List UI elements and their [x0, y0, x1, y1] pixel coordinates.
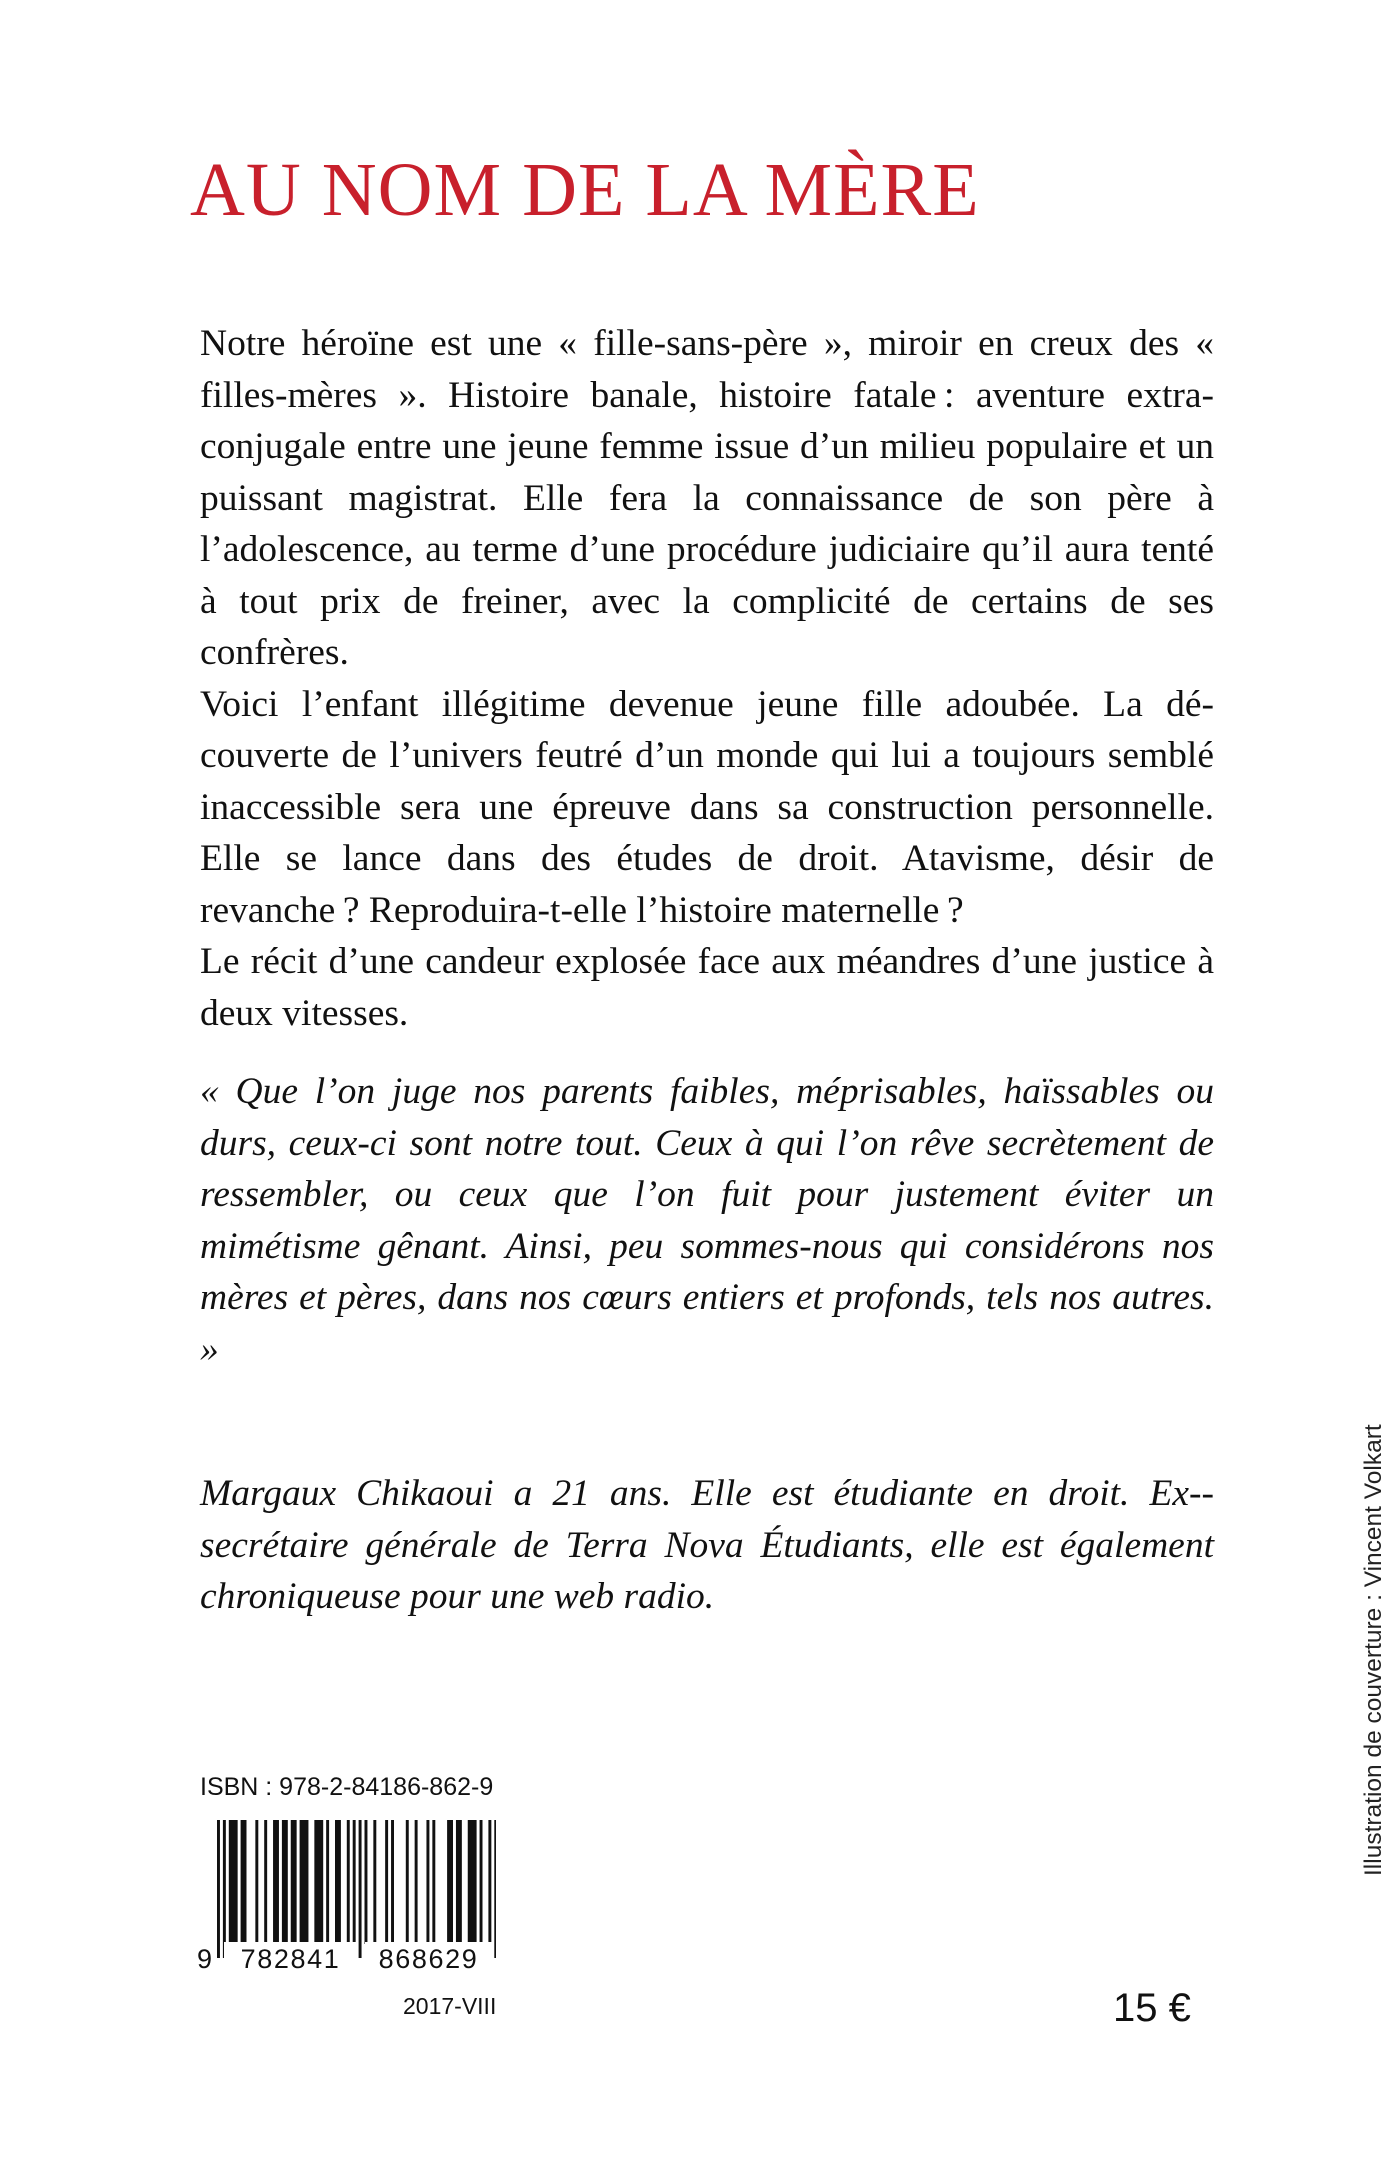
barcode-bar	[406, 1820, 409, 1944]
barcode-guard-bar	[223, 1820, 226, 1958]
synopsis	[200, 318, 1214, 1039]
barcode-bar	[282, 1820, 288, 1944]
barcode-guard-bar	[359, 1820, 362, 1958]
isbn-label: ISBN : 978-2-84186-862-9	[200, 1773, 494, 1801]
synopsis-paragraph: Le récit d’une candeur explosée face aux méandres d’une justice à deux vitesses.	[200, 941, 1214, 1034]
barcode-bar	[314, 1820, 323, 1944]
book-quote	[200, 1066, 1214, 1375]
quote-text: « Que l’on juge nos parents faibles, méprisables, haïssables ou durs, ceux-ci sont notre tout. Ceux à qui l’on rêve secrètement de ressembler, ou ceux que l’on fuit pour justement éviter un mimétisme gênant. Ainsi, peu sommes-nous qui considérons nos mères et pères, dans nos cœurs entiers et profonds, tels nos autres. »	[200, 1071, 1214, 1370]
barcode-bar	[373, 1820, 376, 1944]
synopsis-paragraph: Notre héroïne est une « fille-sans-père », miroir en creux des « filles-mères ». Histoire banale, histoire fatale : aventure extra-conjugale entre une jeune femme issue d’un milieu populaire et un puissant magistrat. Elle fera la connaissance de son père à l’adolescence, au terme d’une procédure judiciaire qu’il aura tenté à tout prix de freiner, avec la complicité de certains de ses confrères.	[200, 323, 1214, 673]
barcode-bar	[432, 1820, 435, 1944]
barcode-bar	[335, 1820, 341, 1944]
barcode-first-digit: 9	[197, 1944, 213, 1974]
barcode-bar	[255, 1820, 258, 1944]
barcode-bar	[385, 1820, 388, 1944]
barcode-bar	[447, 1820, 453, 1944]
barcode-bar	[241, 1820, 247, 1944]
barcode-digits	[197, 1942, 496, 1976]
barcode-bar	[300, 1820, 309, 1944]
barcode-bar	[415, 1820, 418, 1944]
price: 15 €	[1113, 1986, 1191, 2030]
barcode-left-digits: 782841	[224, 1942, 357, 1976]
barcode-guard-bar	[217, 1820, 220, 1958]
barcode-guard-bar	[488, 1820, 491, 1958]
barcode-bar	[468, 1820, 477, 1944]
author-bio	[200, 1468, 1214, 1623]
book-title: AU NOM DE LA MÈRE	[190, 148, 980, 232]
barcode-bar	[229, 1820, 238, 1944]
barcode-bar	[456, 1820, 462, 1944]
barcode-guard-bar	[353, 1820, 356, 1958]
barcode-bar	[480, 1820, 483, 1944]
barcode-bar	[426, 1820, 429, 1944]
barcode-bar	[391, 1820, 394, 1944]
barcode-bar	[365, 1820, 368, 1944]
cover-illustration-credit: Illustration de couverture : Vincent Volkart	[1360, 1424, 1387, 1876]
isbn-barcode	[197, 1820, 496, 1975]
barcode-bar	[326, 1820, 329, 1944]
barcode-bar	[264, 1820, 267, 1944]
edition-code: 2017-VIII	[403, 1993, 497, 2019]
barcode-guard-bar	[494, 1820, 496, 1958]
barcode-right-digits: 868629	[365, 1942, 492, 1976]
barcode-bar	[347, 1820, 350, 1944]
synopsis-paragraph: Voici l’enfant illégitime devenue jeune fille adoubée. La découverte de l’univers feutré d’un monde qui lui a toujours semblé inaccessible sera une épreuve dans sa construction personnelle. Elle se lance dans des études de droit. Atavisme, désir de revanche ? Reproduira-t-elle l’histoire maternelle ?	[200, 683, 1214, 931]
author-bio-text: Margaux Chikaoui a 21 ans. Elle est étudiante en droit. Ex-secrétaire générale de Terra Nova Étudiants, elle est également chroniqueuse pour une web radio.	[200, 1473, 1214, 1617]
barcode-bar	[291, 1820, 297, 1944]
barcode-bar	[273, 1820, 279, 1944]
